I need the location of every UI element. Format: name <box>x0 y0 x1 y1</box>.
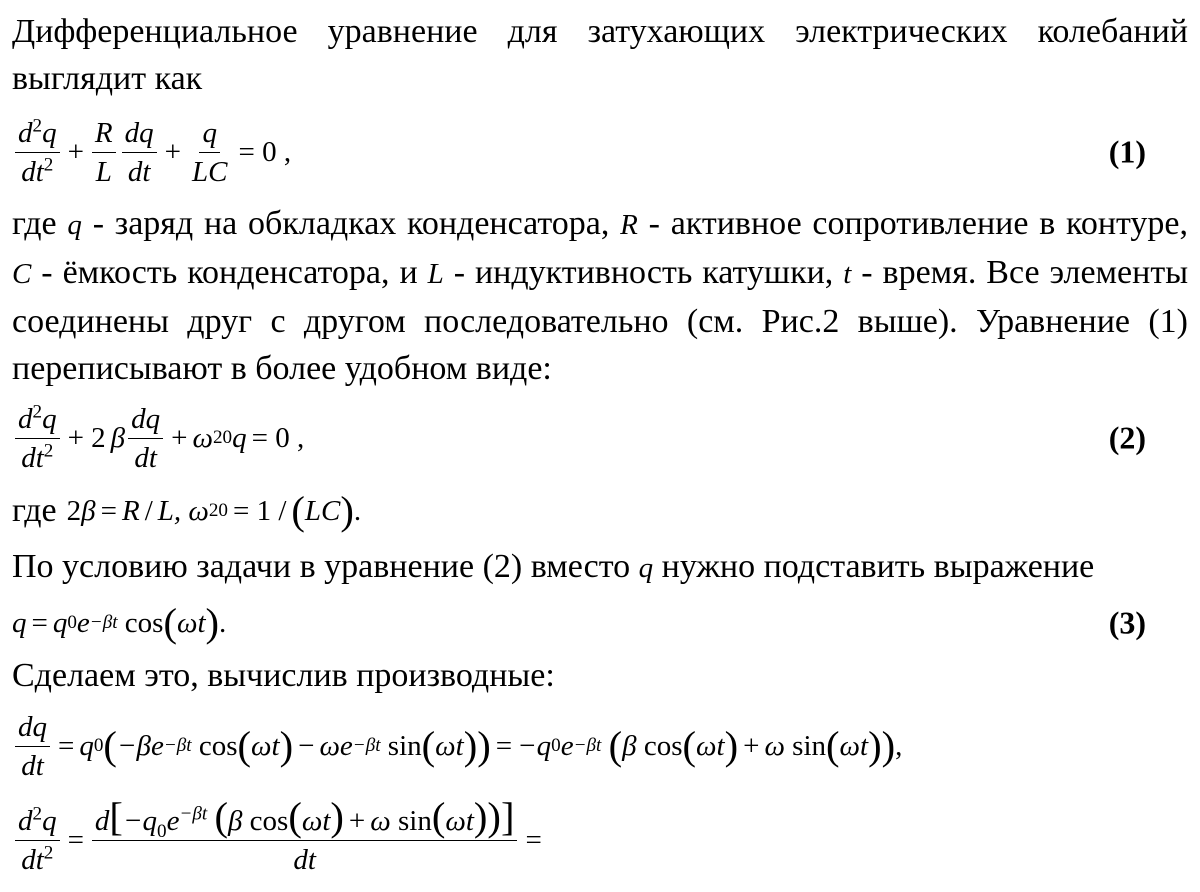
symbol-l: L <box>427 258 444 290</box>
equation-3: q = q 0 e −βt cos ( ωt ) . <box>12 600 227 645</box>
text-expression: нужно подставить выражение <box>661 548 1095 585</box>
definitions-paragraph <box>12 200 1188 392</box>
symbol-t: t <box>843 258 852 290</box>
equation-2: $\frac{d^2q}{dt^2}$ + 2 β $\frac{dq}{dt}$ + ω 2 0 q = 0 , <box>12 402 309 475</box>
text-gde-2: где <box>12 492 57 529</box>
equation-2-number: (2) <box>1108 419 1146 456</box>
symbol-c: C <box>12 258 32 290</box>
equation-1-number: (1) <box>1108 133 1146 170</box>
definitions-2-formula: 2 β = R / L, ω 2 0 = 1 / ( LC ) . <box>66 488 362 533</box>
substitution-paragraph <box>12 543 1188 592</box>
text-derivatives: Сделаем это, вычислив производные: <box>12 657 555 694</box>
text-capacitance: - ёмкость конденсатора, и <box>41 254 418 291</box>
first-derivative-row <box>12 706 1188 786</box>
text-gde: где <box>12 205 57 242</box>
definitions-2-row <box>12 488 1188 534</box>
equation-1-row <box>12 112 1188 192</box>
second-derivative-equation: $\frac{d^2q}{dt^2}$ = $\frac{d[-q_0e^{-\beta t} (\beta \cos(\omega t) + \omega \sin(\omega t))]}{dt}$ = <box>12 804 547 877</box>
equation-2-row <box>12 396 1188 480</box>
symbol-r: R <box>620 209 638 241</box>
equation-3-row <box>12 598 1188 648</box>
text-resistance: - активное сопротивление в контуре, <box>648 205 1189 242</box>
first-derivative-equation: $\frac{dq}{dt}$ = q 0 ( −βe −βt cos ( ωt ) − ωe −βt sin ( ωt )) = −q 0 e −βt ( β cos ( ωt ) + ω sin ( ωt )) , <box>12 710 902 783</box>
equation-3-number: (3) <box>1108 604 1146 641</box>
text-substitute: По условию задачи в уравнение (2) вместо <box>12 548 631 585</box>
intro-paragraph <box>12 8 1188 102</box>
second-derivative-row <box>12 792 1188 888</box>
derivatives-paragraph <box>12 652 1188 699</box>
text-time-remainder: - время. Все элементы соединены друг с другом последовательно (см. Рис.2 выше). Уравнение (1) переписывают в более удобном виде: <box>12 254 1189 387</box>
text-inductance: - индуктивность катушки, <box>453 254 834 291</box>
symbol-q-2: q <box>638 552 654 584</box>
intro-text: Дифференциальное уравнение для затухающих электрических колебаний выглядит как <box>12 13 1188 97</box>
equation-1: $\frac{d^2q}{dt^2}$ + $\frac{R}{L}$ $\frac{dq}{dt}$ + $\frac{q}{LC}$ = 0 , <box>12 116 296 189</box>
text-charge: - заряд на обкладках конденсатора, <box>92 205 610 242</box>
symbol-q: q <box>67 209 82 241</box>
